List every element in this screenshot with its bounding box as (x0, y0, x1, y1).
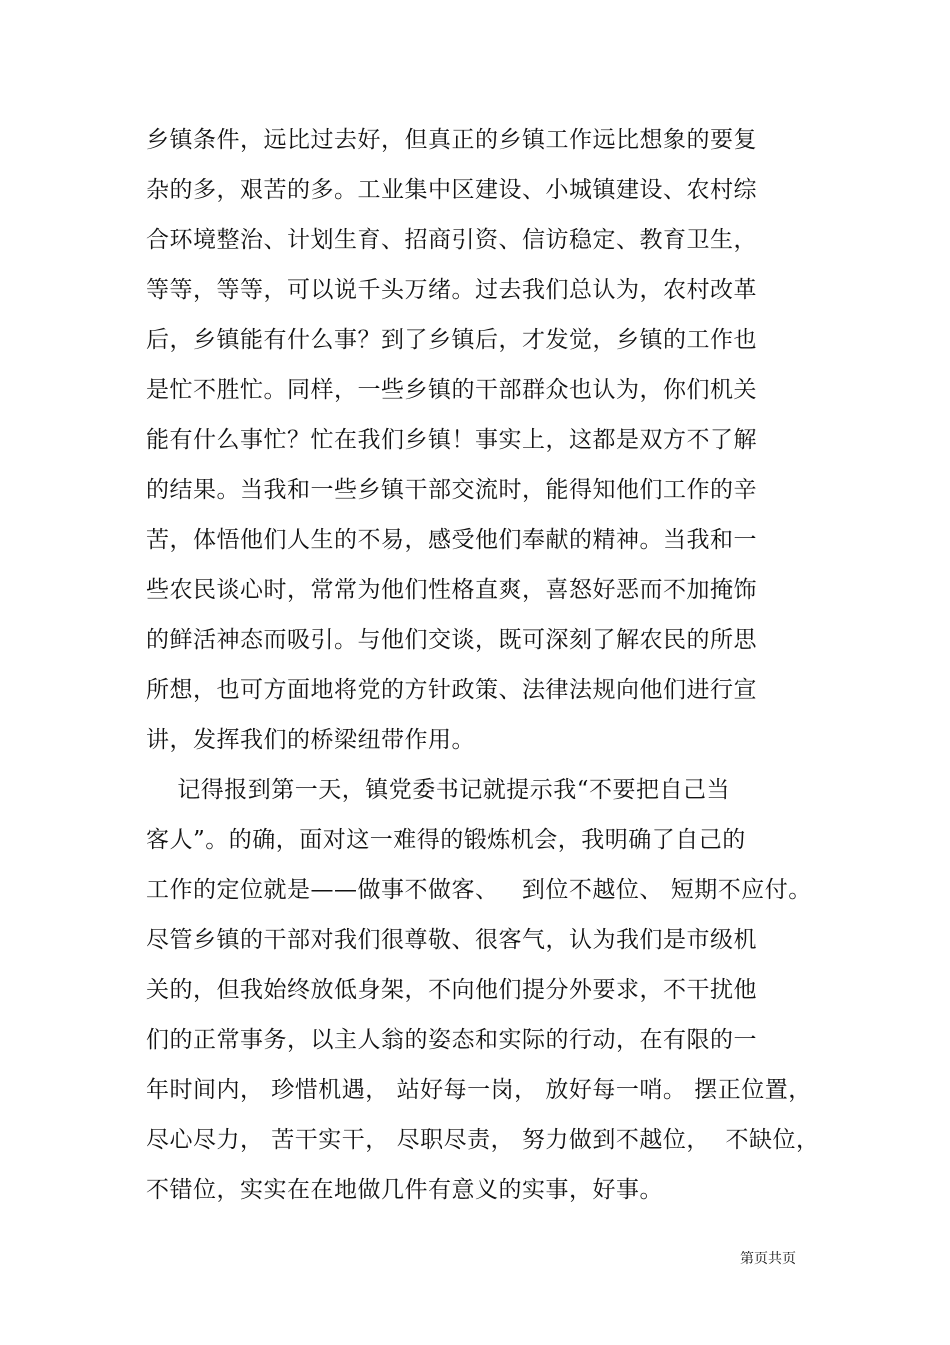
body-line: 是忙不胜忙。同样，一些乡镇的干部群众也认为，你们机关 (146, 377, 757, 403)
body-line: 所想，也可方面地将党的方针政策、法律法规向他们进行宣 (146, 677, 757, 703)
body-line: 尽心尽力， 苦干实干， 尽职尽责， 努力做到不越位， 不缺位， (146, 1127, 820, 1153)
body-line: 苦，体悟他们人生的不易，感受他们奉献的精神。当我和一 (146, 527, 757, 553)
body-line: 的结果。当我和一些乡镇干部交流时，能得知他们工作的辛 (146, 477, 757, 503)
body-line: 讲，发挥我们的桥梁纽带作用。 (146, 727, 475, 753)
body-line: 杂的多，艰苦的多。工业集中区建设、小城镇建设、农村综 (146, 177, 757, 203)
body-line: 尽管乡镇的干部对我们很尊敬、很客气，认为我们是市级机 (146, 927, 757, 953)
body-line: 能有什么事忙？忙在我们乡镇！事实上，这都是双方不了解 (146, 427, 757, 453)
body-line: 等等，等等，可以说千头万绪。过去我们总认为，农村改革 (146, 277, 757, 303)
body-line: 关的，但我始终放低身架，不向他们提分外要求，不干扰他 (146, 977, 757, 1003)
body-line: 的鲜活神态而吸引。与他们交谈，既可深刻了解农民的所思 (146, 627, 757, 653)
body-line: 工作的定位就是——做事不做客、 到位不越位、 短期不应付。 (146, 877, 812, 903)
body-line: 不错位，实实在在地做几件有意义的实事，好事。 (146, 1177, 663, 1203)
body-line: 记得报到第一天，镇党委书记就提示我“不要把自己当 (146, 777, 731, 803)
body-line: 后，乡镇能有什么事？到了乡镇后，才发觉，乡镇的工作也 (146, 327, 757, 353)
page-footer: 第页共页 (740, 1251, 796, 1267)
body-line: 客人”。的确，面对这一难得的锻炼机会，我明确了自己的 (146, 827, 746, 853)
body-line: 乡镇条件，远比过去好，但真正的乡镇工作远比想象的要复 (146, 127, 757, 153)
body-line: 合环境整治、计划生育、招商引资、信访稳定、教育卫生， (146, 227, 757, 253)
body-line: 们的正常事务，以主人翁的姿态和实际的行动，在有限的一 (146, 1027, 757, 1053)
body-line: 年时间内， 珍惜机遇， 站好每一岗， 放好每一哨。 摆正位置， (146, 1077, 812, 1103)
body-line: 些农民谈心时，常常为他们性格直爽，喜怒好恶而不加掩饰 (146, 577, 757, 603)
